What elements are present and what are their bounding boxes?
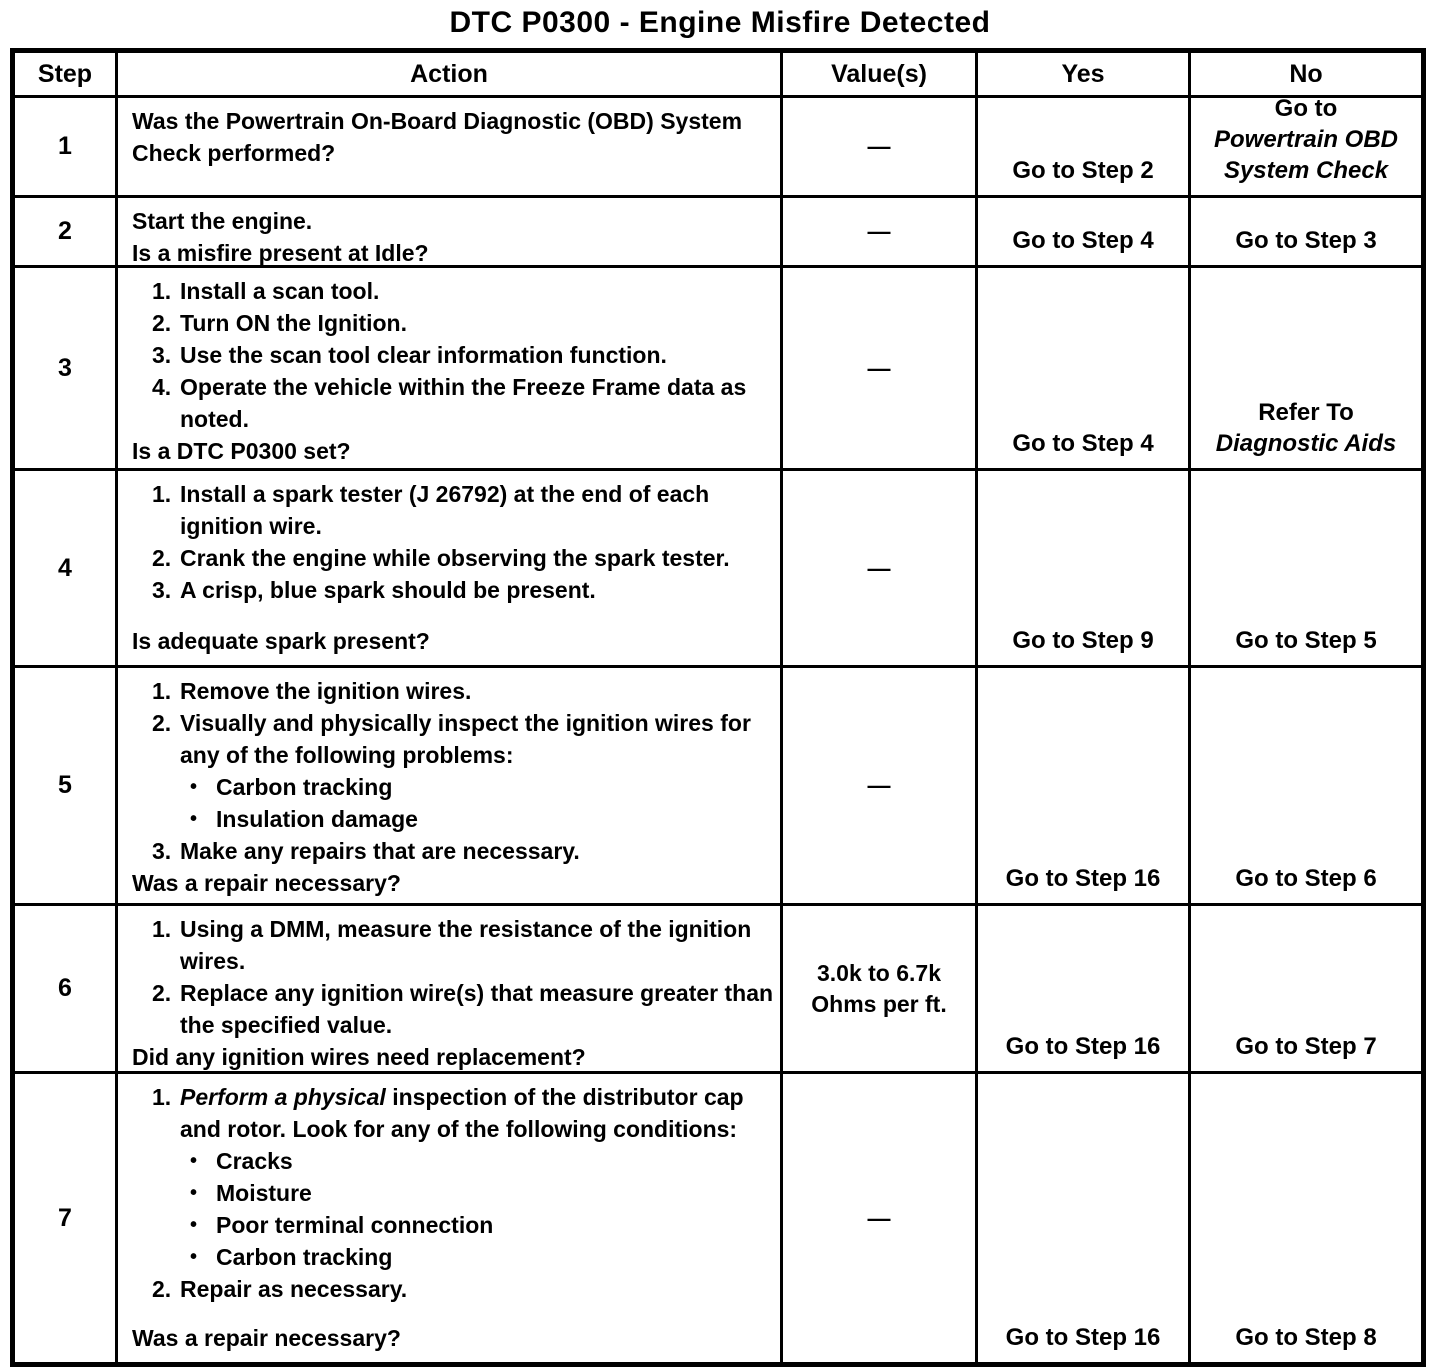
- action-item: 4. Operate the vehicle within the Freeze Frame data as noted.: [152, 374, 747, 432]
- no-text: Go to Step 7: [1235, 1033, 1377, 1060]
- yes-cell: [978, 906, 1188, 1071]
- value-cell: [783, 906, 975, 1071]
- action-text: Start the engine.: [132, 208, 313, 234]
- action-item: 1. Using a DMM, measure the resistance of the ignition wires.: [152, 916, 752, 974]
- action-item: 2. Crank the engine while observing the spark tester.: [152, 545, 730, 571]
- column-header-values: Value(s): [783, 53, 975, 95]
- bullet-item: • Moisture: [190, 1177, 774, 1209]
- no-cell: [1191, 268, 1421, 468]
- action-text: inspection of the distributor cap and rotor. Look for any of the following conditions:: [180, 1084, 744, 1142]
- column-header-yes: Yes: [978, 53, 1188, 95]
- action-question: Did any ignition wires need replacement?: [132, 1044, 586, 1070]
- no-text: Go to Step 6: [1235, 865, 1377, 892]
- action-question: Was a repair necessary?: [132, 870, 401, 896]
- bullet-item: • Cracks: [190, 1145, 774, 1177]
- action-item: 1. Install a scan tool.: [152, 278, 380, 304]
- action-cell: [118, 471, 780, 665]
- no-text: Go to Step 5: [1235, 627, 1377, 654]
- step-number: 6: [15, 906, 115, 1071]
- bullet-item: • Poor terminal connection: [190, 1209, 774, 1241]
- action-item: 3. A crisp, blue spark should be present.: [152, 577, 596, 603]
- action-item: 2. Repair as necessary.: [152, 1276, 408, 1302]
- yes-text: Go to Step 16: [1005, 865, 1161, 892]
- step-number: 2: [15, 198, 115, 265]
- step-number: 5: [15, 668, 115, 903]
- yes-text: Go to Step 2: [1012, 157, 1154, 184]
- no-cell: [1191, 906, 1421, 1071]
- action-item: 2. Visually and physically inspect the ignition wires for any of the following problems:: [152, 710, 751, 768]
- action-question: Is a DTC P0300 set?: [132, 438, 351, 464]
- no-text: Go to: [1274, 98, 1338, 122]
- yes-text: Go to Step 4: [1012, 430, 1154, 457]
- yes-cell: [978, 471, 1188, 665]
- value-cell: [783, 98, 975, 195]
- action-text-italic: Perform a physical: [180, 1084, 386, 1110]
- no-cell: [1191, 198, 1421, 265]
- value-text: —: [867, 354, 891, 381]
- value-cell: [783, 668, 975, 903]
- value-text: 3.0k to 6.7k: [816, 959, 942, 986]
- yes-cell: [978, 668, 1188, 903]
- step-number: 4: [15, 471, 115, 665]
- action-question: Is adequate spark present?: [132, 628, 430, 654]
- value-text: —: [867, 133, 891, 159]
- yes-text: Go to Step 4: [1012, 227, 1154, 254]
- action-item: 2. Turn ON the Ignition.: [152, 310, 407, 336]
- value-text: —: [867, 218, 891, 244]
- step-number: 7: [15, 1074, 115, 1362]
- action-cell: [118, 668, 780, 903]
- yes-cell: [978, 1074, 1188, 1362]
- yes-cell: [978, 98, 1188, 195]
- yes-cell: [978, 198, 1188, 265]
- diagnostic-table: [10, 48, 1426, 1367]
- no-cell: [1191, 1074, 1421, 1362]
- column-header-step: Step: [15, 53, 115, 95]
- value-cell: [783, 471, 975, 665]
- action-text: Was the Powertrain On-Board Diagnostic (OBD) System Check performed?: [132, 108, 743, 166]
- yes-text: Go to Step 9: [1012, 627, 1154, 654]
- action-item: 3. Make any repairs that are necessary.: [152, 838, 580, 864]
- page-title: DTC P0300 - Engine Misfire Detected: [449, 6, 991, 39]
- value-cell: [783, 1074, 975, 1362]
- action-cell: [118, 906, 780, 1071]
- bullet-item: • Carbon tracking: [190, 1241, 774, 1273]
- no-text: Go to Step 3: [1235, 227, 1377, 254]
- action-cell: [118, 1074, 780, 1362]
- action-cell: [118, 198, 780, 265]
- no-text: Refer To: [1258, 399, 1354, 426]
- step-number: 1: [15, 98, 115, 195]
- column-header-action: Action: [118, 53, 780, 95]
- value-cell: [783, 268, 975, 468]
- bullet-item: • Insulation damage: [190, 803, 774, 835]
- action-item: 3. Use the scan tool clear information function.: [152, 342, 667, 368]
- no-reference: Powertrain OBD: [1213, 126, 1399, 153]
- value-text: Ohms per ft.: [811, 990, 947, 1017]
- action-cell: [118, 98, 780, 195]
- no-cell: [1191, 668, 1421, 903]
- value-cell: [783, 198, 975, 265]
- no-cell: [1191, 98, 1421, 195]
- action-item: 1. Remove the ignition wires.: [152, 678, 472, 704]
- column-header-no: No: [1191, 53, 1421, 95]
- value-text: —: [867, 1204, 891, 1231]
- action-question: Was a repair necessary?: [132, 1325, 401, 1351]
- action-item: 1. Install a spark tester (J 26792) at the end of each ignition wire.: [152, 481, 710, 539]
- no-text: Go to Step 8: [1235, 1324, 1377, 1351]
- yes-text: Go to Step 16: [1005, 1033, 1161, 1060]
- value-text: —: [867, 772, 891, 798]
- no-cell: [1191, 471, 1421, 665]
- step-number: 3: [15, 268, 115, 468]
- action-item: 2. Replace any ignition wire(s) that measure greater than the specified value.: [152, 980, 774, 1038]
- value-text: —: [867, 554, 891, 581]
- yes-cell: [978, 268, 1188, 468]
- yes-text: Go to Step 16: [1005, 1324, 1161, 1351]
- action-question: Is a misfire present at Idle?: [132, 240, 429, 265]
- no-reference: System Check: [1223, 157, 1389, 184]
- action-cell: [118, 268, 780, 468]
- no-reference: Diagnostic Aids: [1215, 430, 1397, 457]
- bullet-item: • Carbon tracking: [190, 771, 774, 803]
- action-item: 1. Perform a physical inspection of the distributor cap and rotor. Look for any of the following conditions:: [152, 1084, 744, 1142]
